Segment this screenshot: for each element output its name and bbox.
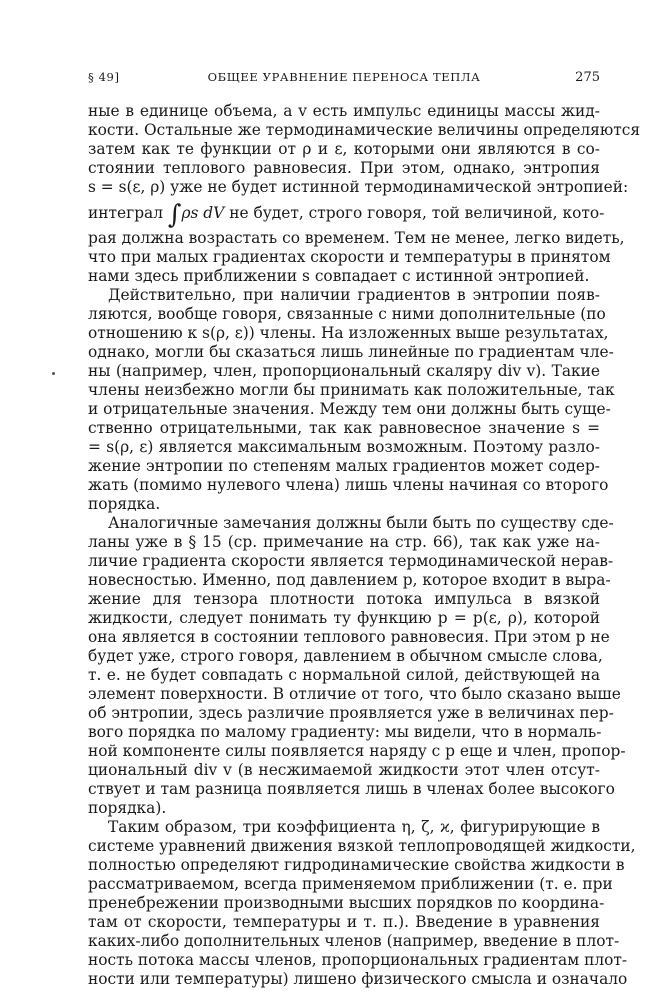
text-line: рассматриваемом, всегда применяемом приближении (т. е. при <box>88 875 613 893</box>
text-line: элемент поверхности. В отличие от того, что было сказано выше <box>88 685 621 703</box>
text-line: ны (например, член, пропорциональный скаляру div v). Такие <box>88 362 600 380</box>
margin-mark <box>52 372 55 375</box>
text-line: жение энтропии по степеням малых градиентов может содер- <box>88 457 600 475</box>
text-line: нами здесь приближении s совпадает с истинной энтропией. <box>88 267 590 285</box>
integral-after-text: не будет, строго говоря, той величиной, кото- <box>229 204 605 222</box>
text-line: вого порядка по малому градиенту: мы видели, что в нормаль- <box>88 723 602 741</box>
paragraph-first-line: Таким образом, три коэффициента η, ζ, ϰ, фигурирующие в <box>108 818 600 836</box>
text-line: жение для тензора плотности потока импульса в вязкой <box>88 590 600 608</box>
text-line: ланы уже в § 15 (ср. примечание на стр. 66), так как уже на- <box>88 533 600 551</box>
text-line: ной компоненте силы появляется наряду с p еще и член, пропор- <box>88 742 626 760</box>
integral-expression: ρs dV <box>181 204 225 222</box>
text-line: жидкости, следует понимать ту функцию p = p(ε, ρ), которой <box>88 609 600 627</box>
text-line: об энтропии, здесь различие проявляется уже в величинах пер- <box>88 704 614 722</box>
text-line: она является в состоянии теплового равновесия. При этом p не <box>88 628 610 646</box>
text-line: будет уже, строго говоря, давлением в обычном смысле слова, <box>88 647 603 665</box>
integral-before-text: интеграл <box>88 204 164 222</box>
text-line: ственно отрицательными, так как равновесное значение s = <box>88 419 600 437</box>
integral-formula-line <box>88 197 605 230</box>
text-line: рая должна возрастать со временем. Тем не менее, легко видеть, <box>88 229 625 247</box>
text-line: стоянии теплового равновесия. При этом, однако, энтропия <box>88 159 600 177</box>
text-line: = s(ρ, ε) является максимальным возможным. Поэтому разло- <box>88 438 600 456</box>
text-line: циональный div v (в несжимаемой жидкости этот член отсут- <box>88 761 600 779</box>
section-number: § 49] <box>88 70 120 84</box>
text-line: ствует и там разница появляется лишь в членах более высокого <box>88 780 615 798</box>
text-line: ности или температуры) лишено физического смысла и означало <box>88 970 628 988</box>
text-line: личие градиента скорости является термодинамической нерав- <box>88 552 614 570</box>
text-line: там от скорости, температуры и т. п.). Введение в уравнения <box>88 913 600 931</box>
body-text <box>88 102 641 989</box>
text-line: ность потока массы членов, пропорциональных градиентам плот- <box>88 951 628 969</box>
text-line: порядка. <box>88 495 161 513</box>
text-line: каких-либо дополнительных членов (например, введение в плот- <box>88 932 620 950</box>
text-line: s = s(ε, ρ) уже не будет истинной термодинамической энтропией: <box>88 178 629 196</box>
text-line: члены неизбежно могли бы принимать как положительные, так <box>88 381 615 399</box>
text-line: ные в единице объема, а v есть импульс единицы массы жид- <box>88 102 600 120</box>
running-head <box>88 70 600 88</box>
text-line: новесностью. Именно, под давлением p, которое входит в выра- <box>88 571 611 589</box>
text-line: т. е. не будет совпадать с нормальной силой, действующей на <box>88 666 600 684</box>
running-title: ОБЩЕЕ УРАВНЕНИЕ ПЕРЕНОСА ТЕПЛА <box>207 70 481 84</box>
text-line: пренебрежении производными высших порядков по координа- <box>88 894 605 912</box>
text-line: однако, могли бы сказаться лишь линейные по градиентам чле- <box>88 343 614 361</box>
integral-sign: ∫ <box>167 200 182 230</box>
text-line: ляются, вообще говоря, связанные с ними дополнительные (по <box>88 305 606 323</box>
text-line: что при малых градиентах скорости и температуры в принятом <box>88 248 611 266</box>
text-line: отношению к s(ρ, ε)) члены. На изложенных выше результатах, <box>88 324 609 342</box>
page-number: 275 <box>575 70 600 85</box>
text-line: полностью определяют гидродинамические свойства жидкости в <box>88 856 625 874</box>
text-line: и отрицательные значения. Между тем они должны быть суще- <box>88 400 611 418</box>
paragraph-first-line: Действительно, при наличии градиентов в энтропии появ- <box>108 286 600 304</box>
text-line: порядка). <box>88 799 167 817</box>
paragraph-first-line: Аналогичные замечания должны были быть по существу сде- <box>108 514 614 532</box>
text-line: системе уравнений движения вязкой теплопроводящей жидкости, <box>88 837 636 855</box>
text-line: кости. Остальные же термодинамические величины определяются <box>88 121 641 139</box>
text-line: затем как те функции от ρ и ε, которыми они являются в со- <box>88 140 600 158</box>
text-line: жать (помимо нулевого члена) лишь члены начиная со второго <box>88 476 609 494</box>
